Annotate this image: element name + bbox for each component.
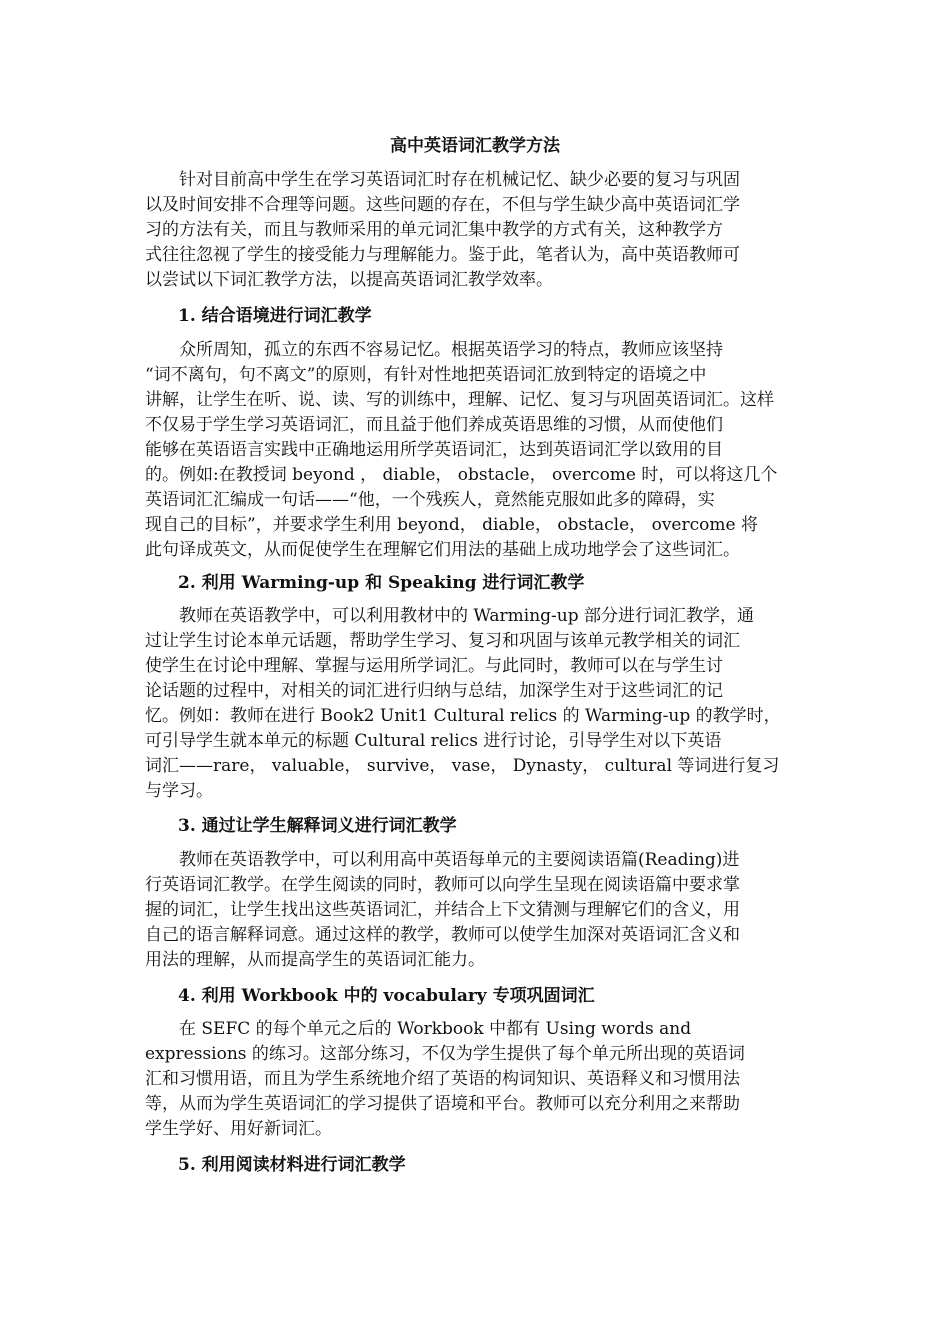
text-line: 讲解，让学生在听、说、读、写的训练中，理解、记忆、复习与巩固英语词汇。这样 bbox=[145, 390, 774, 410]
section-heading-4: 4. 利用 Workbook 中的 vocabulary 专项巩固词汇 bbox=[178, 986, 595, 1006]
text-line: 使学生在讨论中理解、掌握与运用所学词汇。与此同时，教师可以在与学生讨 bbox=[145, 656, 723, 676]
text-line: 等，从而为学生英语词汇的学习提供了语境和平台。教师可以充分利用之来帮助 bbox=[145, 1094, 740, 1114]
text-line: 众所周知，孤立的东西不容易记忆。根据英语学习的特点，教师应该坚持 bbox=[145, 340, 723, 360]
text-line: 以尝试以下词汇教学方法，以提高英语词汇教学效率。 bbox=[145, 270, 553, 290]
section-heading-2: 2. 利用 Warming-up 和 Speaking 进行词汇教学 bbox=[178, 573, 585, 593]
section-heading-3: 3. 通过让学生解释词义进行词汇教学 bbox=[178, 816, 457, 836]
text-line: 不仅易于学生学习英语词汇，而且益于他们养成英语思维的习惯，从而使他们 bbox=[145, 415, 723, 435]
text-line: 教师在英语教学中，可以利用高中英语每单元的主要阅读语篇(Reading)进 bbox=[145, 850, 740, 870]
text-line: 忆。例如：教师在进行 Book2 Unit1 Cultural relics 的 Warming-up 的教学时， bbox=[145, 706, 781, 726]
text-line: 能够在英语语言实践中正确地运用所学英语词汇，达到英语词汇学以致用的目 bbox=[145, 440, 723, 460]
text-line: “词不离句，句不离文”的原则，有针对性地把英语词汇放到特定的语境之中 bbox=[145, 365, 707, 385]
text-line: 与学习。 bbox=[145, 781, 213, 801]
text-line: 握的词汇，让学生找出这些英语词汇，并结合上下文猜测与理解它们的含义，用 bbox=[145, 900, 740, 920]
text-line: 以及时间安排不合理等问题。这些问题的存在，不但与学生缺少高中英语词汇学 bbox=[145, 195, 740, 215]
text-line: 可引导学生就本单元的标题 Cultural relics 进行讨论，引导学生对以下英语 bbox=[145, 731, 722, 751]
text-line: 针对目前高中学生在学习英语词汇时存在机械记忆、缺少必要的复习与巩固 bbox=[145, 170, 740, 190]
text-line: 论话题的过程中，对相关的词汇进行归纳与总结，加深学生对于这些词汇的记 bbox=[145, 681, 723, 701]
text-line: 式往往忽视了学生的接受能力与理解能力。鉴于此，笔者认为，高中英语教师可 bbox=[145, 245, 740, 265]
text-line: 英语词汇汇编成一句话——“他，一个残疾人，竟然能克服如此多的障碍，实 bbox=[145, 490, 715, 510]
text-line: expressions 的练习。这部分练习，不仅为学生提供了每个单元所出现的英语词 bbox=[145, 1044, 745, 1064]
text-line: 学生学好、用好新词汇。 bbox=[145, 1119, 332, 1139]
text-line: 用法的理解，从而提高学生的英语词汇能力。 bbox=[145, 950, 485, 970]
text-line: 教师在英语教学中，可以利用教材中的 Warming-up 部分进行词汇教学，通 bbox=[145, 606, 755, 626]
document-title: 高中英语词汇教学方法 bbox=[390, 136, 560, 156]
text-line: 汇和习惯用语，而且为学生系统地介绍了英语的构词知识、英语释义和习惯用法 bbox=[145, 1069, 740, 1089]
text-line: 过让学生讨论本单元话题，帮助学生学习、复习和巩固与该单元教学相关的词汇 bbox=[145, 631, 740, 651]
text-line: 的。例如:在教授词 beyond ， diable， obstacle， overcome 时，可以将这几个 bbox=[145, 465, 778, 485]
text-line: 在 SEFC 的每个单元之后的 Workbook 中都有 Using words and bbox=[145, 1019, 692, 1039]
text-line: 习的方法有关，而且与教师采用的单元词汇集中教学的方式有关，这种教学方 bbox=[145, 220, 723, 240]
section-heading-1: 1. 结合语境进行词汇教学 bbox=[178, 306, 372, 326]
text-line: 现自己的目标”，并要求学生利用 beyond， diable， obstacle， overcome 将 bbox=[145, 515, 758, 535]
text-line: 此句译成英文，从而促使学生在理解它们用法的基础上成功地学会了这些词汇。 bbox=[145, 540, 740, 560]
text-line: 行英语词汇教学。在学生阅读的同时，教师可以向学生呈现在阅读语篇中要求掌 bbox=[145, 875, 740, 895]
text-line: 词汇——rare， valuable， survive， vase， Dynasty， cultural 等词进行复习 bbox=[145, 756, 780, 776]
section-heading-5: 5. 利用阅读材料进行词汇教学 bbox=[178, 1155, 406, 1175]
text-line: 自己的语言解释词意。通过这样的教学，教师可以使学生加深对英语词汇含义和 bbox=[145, 925, 740, 945]
